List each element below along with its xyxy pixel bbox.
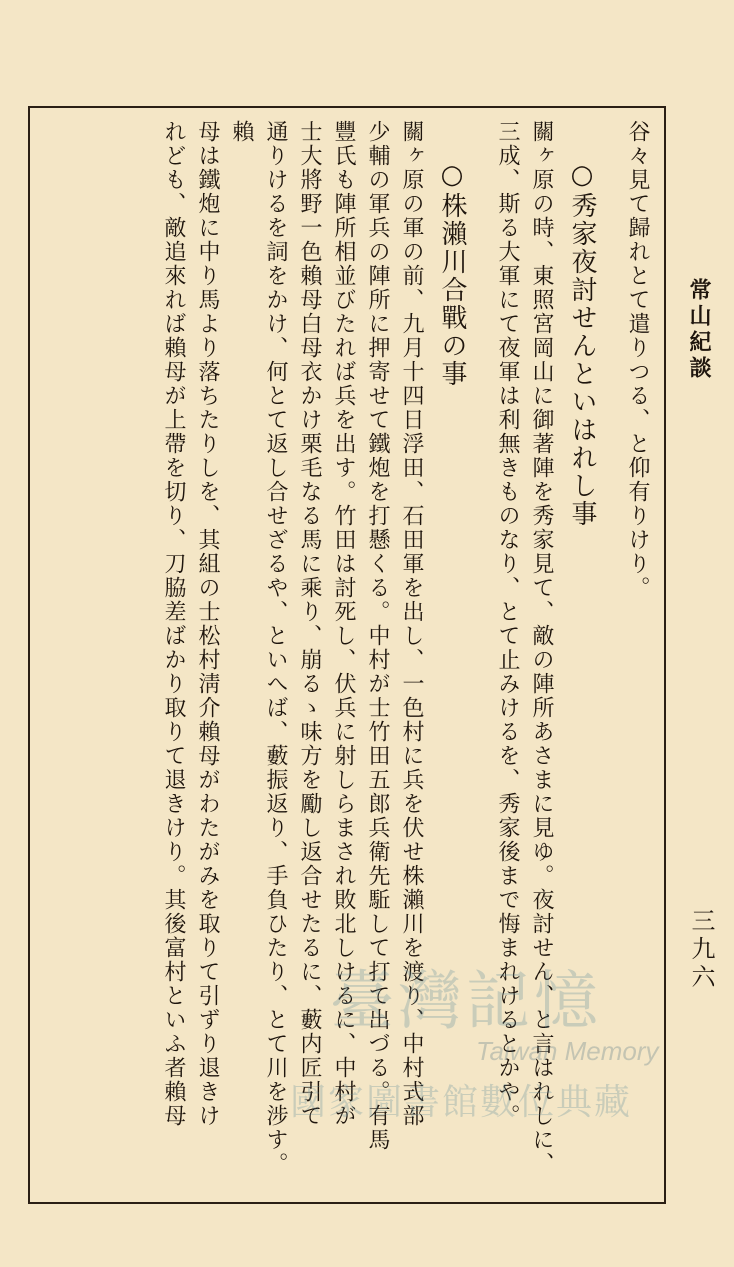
watermark-subtitle: 國家圖書館數位典藏 xyxy=(290,1082,633,1123)
text-line: 三成、斯る大軍にて夜軍は利無きものなり、とて止みけるを、秀家後まで悔まれけるとかや。 xyxy=(495,120,520,1128)
spacer xyxy=(476,120,490,1194)
text-line: 谷々見て歸れとて遣りつる、と仰有りけり。 xyxy=(625,120,650,600)
text-line: 關ヶ原の軍の前、九月十四日浮田、石田軍を出し、一色村に兵を伏せ株瀨川を渡り、中村式部 xyxy=(399,120,424,1128)
vertical-text-block xyxy=(44,120,654,1194)
text-line: 關ヶ原の時、東照宮岡山に御著陣を秀家見て、敵の陣所あさまに見ゆ。夜討せん、と言はれしに、 xyxy=(529,120,554,1176)
text-line: 母は鐵炮に中り馬より落ちたりしを、其組の士松村淸介賴母がわたがみを取りて引ずり退きけ xyxy=(195,120,220,1128)
text-line: れども、敵追來れば賴母が上帶を切り、刀脇差ばかり取りて退きけり。其後富村といふ者賴母 xyxy=(161,120,186,1128)
running-title: 常山紀談 xyxy=(686,278,712,382)
text-line: 士大將野一色賴母白母衣かけ栗毛なる馬に乘り、崩るゝ味方を勵し返合せたるに、藪内匠引て xyxy=(297,120,322,1128)
section-heading: ○株瀨川合戰の事 xyxy=(437,160,467,388)
spacer xyxy=(606,120,620,1194)
text-line: 少輔の軍兵の陣所に押寄せて鐵炮を打懸くる。中村が士竹田五郎兵衛先駈して打て出づる。有馬 xyxy=(365,120,390,1152)
text-line: 通りけるを詞をかけ、何とて返し合せざるや、といへば、藪振返り、手負ひたり、とて川を涉す。賴 xyxy=(229,120,288,1176)
text-line: 豐氏も陣所相並びたれば兵を出す。竹田は討死し、伏兵に射しらまされ敗北しけるに、中村が xyxy=(331,120,356,1128)
page-number: 三九六 xyxy=(687,908,715,992)
section-heading: ○秀家夜討せんといはれし事 xyxy=(567,160,597,528)
watermark-title: 臺灣記憶 xyxy=(330,965,602,1039)
watermark-english: Taiwan Memory xyxy=(476,1036,659,1066)
